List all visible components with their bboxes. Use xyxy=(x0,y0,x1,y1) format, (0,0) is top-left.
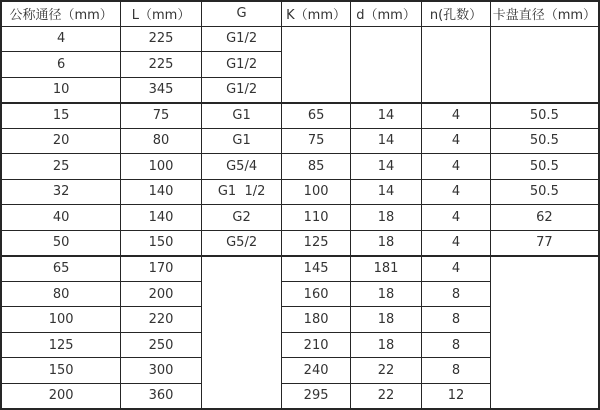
cell: 300 xyxy=(121,358,202,384)
table-row xyxy=(1,205,599,231)
table-row xyxy=(1,103,599,129)
cell: 181 xyxy=(350,256,421,282)
cell: 18 xyxy=(350,230,421,256)
cell: 110 xyxy=(282,205,350,231)
cell: 140 xyxy=(121,205,202,231)
table-row xyxy=(1,256,599,282)
cell: 15 xyxy=(1,103,121,129)
cell: G5/4 xyxy=(201,154,282,180)
cell: G1/2 xyxy=(201,52,282,78)
table-row xyxy=(1,128,599,154)
cell: 140 xyxy=(121,179,202,205)
cell: 100 xyxy=(121,154,202,180)
header-row xyxy=(1,1,599,26)
cell: 50 xyxy=(1,230,121,256)
cell: 18 xyxy=(350,281,421,307)
cell: 180 xyxy=(282,307,350,333)
cell: 8 xyxy=(422,332,490,358)
cell: 170 xyxy=(121,256,202,282)
cell: 6 xyxy=(1,52,121,78)
cell-merged-empty xyxy=(350,26,421,103)
cell: 200 xyxy=(1,383,121,409)
col-header-nominal-diameter: 公称通径（mm） xyxy=(1,1,121,26)
cell: 100 xyxy=(282,179,350,205)
cell: 18 xyxy=(350,307,421,333)
table-row xyxy=(1,230,599,256)
cell: 125 xyxy=(282,230,350,256)
cell: 25 xyxy=(1,154,121,180)
cell: 4 xyxy=(422,230,490,256)
cell: 250 xyxy=(121,332,202,358)
cell: 345 xyxy=(121,77,202,103)
cell: 80 xyxy=(1,281,121,307)
cell: 145 xyxy=(282,256,350,282)
col-header-thread-g: G xyxy=(201,1,282,26)
cell: 295 xyxy=(282,383,350,409)
cell: 18 xyxy=(350,332,421,358)
cell: 22 xyxy=(350,383,421,409)
cell: 77 xyxy=(490,230,599,256)
cell: 125 xyxy=(1,332,121,358)
cell: 4 xyxy=(422,128,490,154)
cell: 100 xyxy=(1,307,121,333)
cell: 18 xyxy=(350,205,421,231)
cell: 225 xyxy=(121,26,202,52)
cell: 220 xyxy=(121,307,202,333)
cell: 50.5 xyxy=(490,103,599,129)
cell: G1 xyxy=(201,128,282,154)
cell: 150 xyxy=(121,230,202,256)
cell: 160 xyxy=(282,281,350,307)
cell: 75 xyxy=(282,128,350,154)
col-header-chuck-diameter: 卡盘直径（mm） xyxy=(490,1,599,26)
cell-merged-empty xyxy=(282,26,350,103)
cell: 4 xyxy=(422,179,490,205)
cell: 200 xyxy=(121,281,202,307)
cell: 32 xyxy=(1,179,121,205)
cell: 65 xyxy=(1,256,121,282)
cell: G5/2 xyxy=(201,230,282,256)
cell: G1/2 xyxy=(201,26,282,52)
cell: 50.5 xyxy=(490,154,599,180)
cell: 4 xyxy=(422,103,490,129)
cell: 14 xyxy=(350,103,421,129)
table-row xyxy=(1,154,599,180)
cell: 225 xyxy=(121,52,202,78)
cell-merged-empty xyxy=(490,256,599,409)
table-row xyxy=(1,26,599,52)
cell: 14 xyxy=(350,179,421,205)
cell: 4 xyxy=(422,256,490,282)
cell: G1 xyxy=(201,103,282,129)
cell: 22 xyxy=(350,358,421,384)
cell: 40 xyxy=(1,205,121,231)
cell: G1/2 xyxy=(201,77,282,103)
cell: 210 xyxy=(282,332,350,358)
cell: 150 xyxy=(1,358,121,384)
col-header-length-l: L（mm） xyxy=(121,1,202,26)
table-row xyxy=(1,179,599,205)
col-header-k: K（mm） xyxy=(282,1,350,26)
cell: 4 xyxy=(422,154,490,180)
cell: 12 xyxy=(422,383,490,409)
cell: 20 xyxy=(1,128,121,154)
cell: G2 xyxy=(201,205,282,231)
cell: 75 xyxy=(121,103,202,129)
col-header-d: d（mm） xyxy=(350,1,421,26)
cell: 8 xyxy=(422,307,490,333)
cell: 360 xyxy=(121,383,202,409)
cell: 240 xyxy=(282,358,350,384)
cell: 65 xyxy=(282,103,350,129)
cell: 4 xyxy=(1,26,121,52)
cell: 14 xyxy=(350,154,421,180)
cell: 50.5 xyxy=(490,179,599,205)
cell: 62 xyxy=(490,205,599,231)
cell: 4 xyxy=(422,205,490,231)
cell-merged-empty xyxy=(490,26,599,103)
cell: 8 xyxy=(422,358,490,384)
cell: 50.5 xyxy=(490,128,599,154)
cell: 8 xyxy=(422,281,490,307)
cell: G1 1/2 xyxy=(201,179,282,205)
cell-merged-empty xyxy=(201,256,282,409)
col-header-hole-count-n: n(孔数） xyxy=(422,1,490,26)
cell: 10 xyxy=(1,77,121,103)
cell: 14 xyxy=(350,128,421,154)
cell: 85 xyxy=(282,154,350,180)
cell-merged-empty xyxy=(422,26,490,103)
cell: 80 xyxy=(121,128,202,154)
